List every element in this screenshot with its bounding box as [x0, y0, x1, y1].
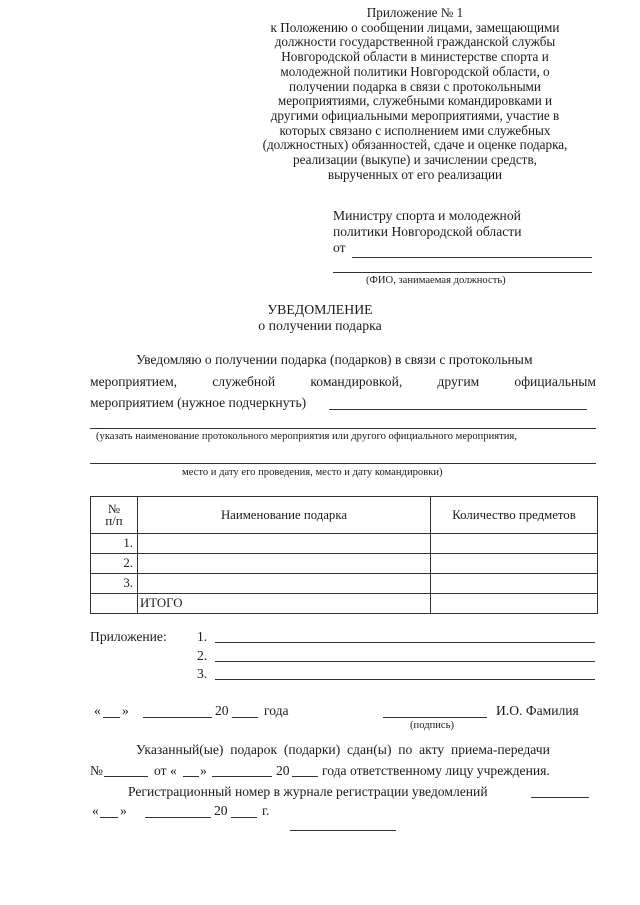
- year-prefix: 20: [215, 703, 229, 718]
- table-total-row: [91, 594, 598, 614]
- table-row: [91, 534, 598, 554]
- header-quantity: Количество предметов: [431, 497, 598, 534]
- attachment-field-2[interactable]: [215, 661, 595, 662]
- month-field[interactable]: [143, 717, 212, 718]
- act-number-sign: №: [90, 763, 103, 778]
- reg-month-field[interactable]: [145, 817, 211, 818]
- signer-name: И.О. Фамилия: [496, 703, 579, 718]
- reg-year-prefix: 20: [214, 803, 228, 818]
- document-title: УВЕДОМЛЕНИЕ: [267, 302, 373, 317]
- from-name-field[interactable]: [352, 257, 592, 258]
- appendix-line: должности государственной гражданской службы: [274, 34, 556, 50]
- notice-line-2: [90, 374, 596, 390]
- notice-hint-1: (указать наименование протокольного мероприятия или другого официального мероприятия,: [96, 431, 517, 442]
- header-gift-name: Наименование подарка: [138, 497, 431, 534]
- addressee-caption: (ФИО, занимаемая должность): [366, 275, 506, 286]
- addressee-block: [333, 208, 603, 256]
- row-number: [91, 594, 138, 614]
- row-number: 2.: [91, 554, 138, 574]
- appendix-line: другими официальными мероприятиями, участие в: [270, 107, 560, 123]
- gift-name-cell[interactable]: [138, 554, 431, 574]
- row-number: 1.: [91, 534, 138, 554]
- act-date-close: »: [200, 763, 207, 778]
- total-quantity-cell[interactable]: [431, 594, 598, 614]
- notice-word: служебной: [212, 374, 276, 389]
- appendix-line: которых связано с исполнением ими служебных: [279, 122, 551, 138]
- handover-line-2-tail: года ответственному лицу учреждения.: [322, 763, 550, 778]
- appendix-line: мероприятиями, служебными командировками и: [277, 93, 553, 109]
- from-position-field[interactable]: [333, 272, 592, 273]
- day-field[interactable]: [103, 717, 120, 718]
- year-suffix: года: [264, 703, 289, 718]
- gift-name-cell[interactable]: [138, 574, 431, 594]
- document-subtitle: о получении подарка: [258, 318, 382, 333]
- appendix-line: (должностных) обязанностей, сдаче и оценке подарка,: [262, 137, 568, 153]
- signature-caption: (подпись): [410, 720, 454, 731]
- appendix-line: Новгородской области в министерстве спорта и: [281, 49, 549, 65]
- addressee-from-label: от: [333, 240, 346, 255]
- attachments-label: Приложение:: [90, 629, 167, 644]
- header-number: № п/п: [91, 497, 138, 534]
- notice-line-3: мероприятием (нужное подчеркнуть): [90, 395, 307, 410]
- signature-field[interactable]: [383, 717, 487, 718]
- appendix-line: получении подарка в связи с протокольными: [289, 78, 541, 94]
- table-row: [91, 574, 598, 594]
- act-year-field[interactable]: [292, 776, 318, 777]
- gift-name-cell[interactable]: [138, 534, 431, 554]
- attachment-number: 1.: [197, 629, 208, 644]
- attachment-number: 3.: [197, 666, 208, 681]
- attachment-field-1[interactable]: [215, 642, 595, 643]
- event-place-field[interactable]: [90, 463, 596, 464]
- handover-line-1: Указанный(ые) подарок (подарки) сдан(ы) по акту приема-передачи: [136, 742, 550, 757]
- notice-word: другим: [437, 374, 480, 389]
- appendix-line: реализации (выкупе) и зачислении средств,: [293, 152, 537, 168]
- reg-date-close: »: [120, 803, 127, 818]
- reg-date-open: «: [92, 803, 99, 818]
- reg-year-field[interactable]: [231, 817, 257, 818]
- table-header-row: [91, 497, 598, 534]
- act-date-open: от «: [154, 763, 177, 778]
- quantity-cell[interactable]: [431, 534, 598, 554]
- act-month-field[interactable]: [212, 776, 272, 777]
- notice-word: мероприятием,: [90, 374, 178, 389]
- attachment-field-3[interactable]: [215, 679, 595, 680]
- reg-day-field[interactable]: [100, 817, 118, 818]
- appendix-line: вырученных от его реализации: [327, 166, 503, 182]
- addressee-line-1: Министру спорта и молодежной: [333, 208, 521, 223]
- quantity-cell[interactable]: [431, 574, 598, 594]
- row-number: 3.: [91, 574, 138, 594]
- date-close-quote: »: [122, 703, 129, 718]
- date-open-quote: «: [94, 703, 101, 718]
- event-name-field[interactable]: [90, 428, 596, 429]
- notice-underline-field[interactable]: [329, 409, 587, 410]
- act-number-field[interactable]: [104, 776, 148, 777]
- year-field[interactable]: [232, 717, 258, 718]
- quantity-cell[interactable]: [431, 554, 598, 574]
- notice-line-1: Уведомляю о получении подарка (подарков) в связи с протокольным: [136, 352, 533, 367]
- act-day-field[interactable]: [183, 776, 199, 777]
- notice-hint-2: место и дату его проведения, место и дату командировки): [182, 467, 443, 478]
- appendix-line: к Положению о сообщении лицами, замещающими: [270, 19, 560, 35]
- registration-label: Регистрационный номер в журнале регистрации уведомлений: [128, 784, 488, 799]
- gifts-table: [90, 496, 598, 614]
- registrar-signature-field[interactable]: [290, 830, 396, 831]
- appendix-header: [220, 6, 610, 182]
- total-label: ИТОГО: [138, 594, 431, 614]
- attachment-number: 2.: [197, 648, 208, 663]
- table-row: [91, 554, 598, 574]
- notice-word: командировкой,: [310, 374, 403, 389]
- notice-word: официальным: [514, 374, 596, 389]
- reg-year-suffix: г.: [262, 803, 270, 818]
- addressee-line-2: политики Новгородской области: [333, 224, 522, 239]
- act-year-prefix: 20: [276, 763, 290, 778]
- registration-number-field[interactable]: [531, 797, 589, 798]
- appendix-title: Приложение № 1: [366, 5, 464, 20]
- appendix-line: молодежной политики Новгородской области, о: [280, 63, 550, 79]
